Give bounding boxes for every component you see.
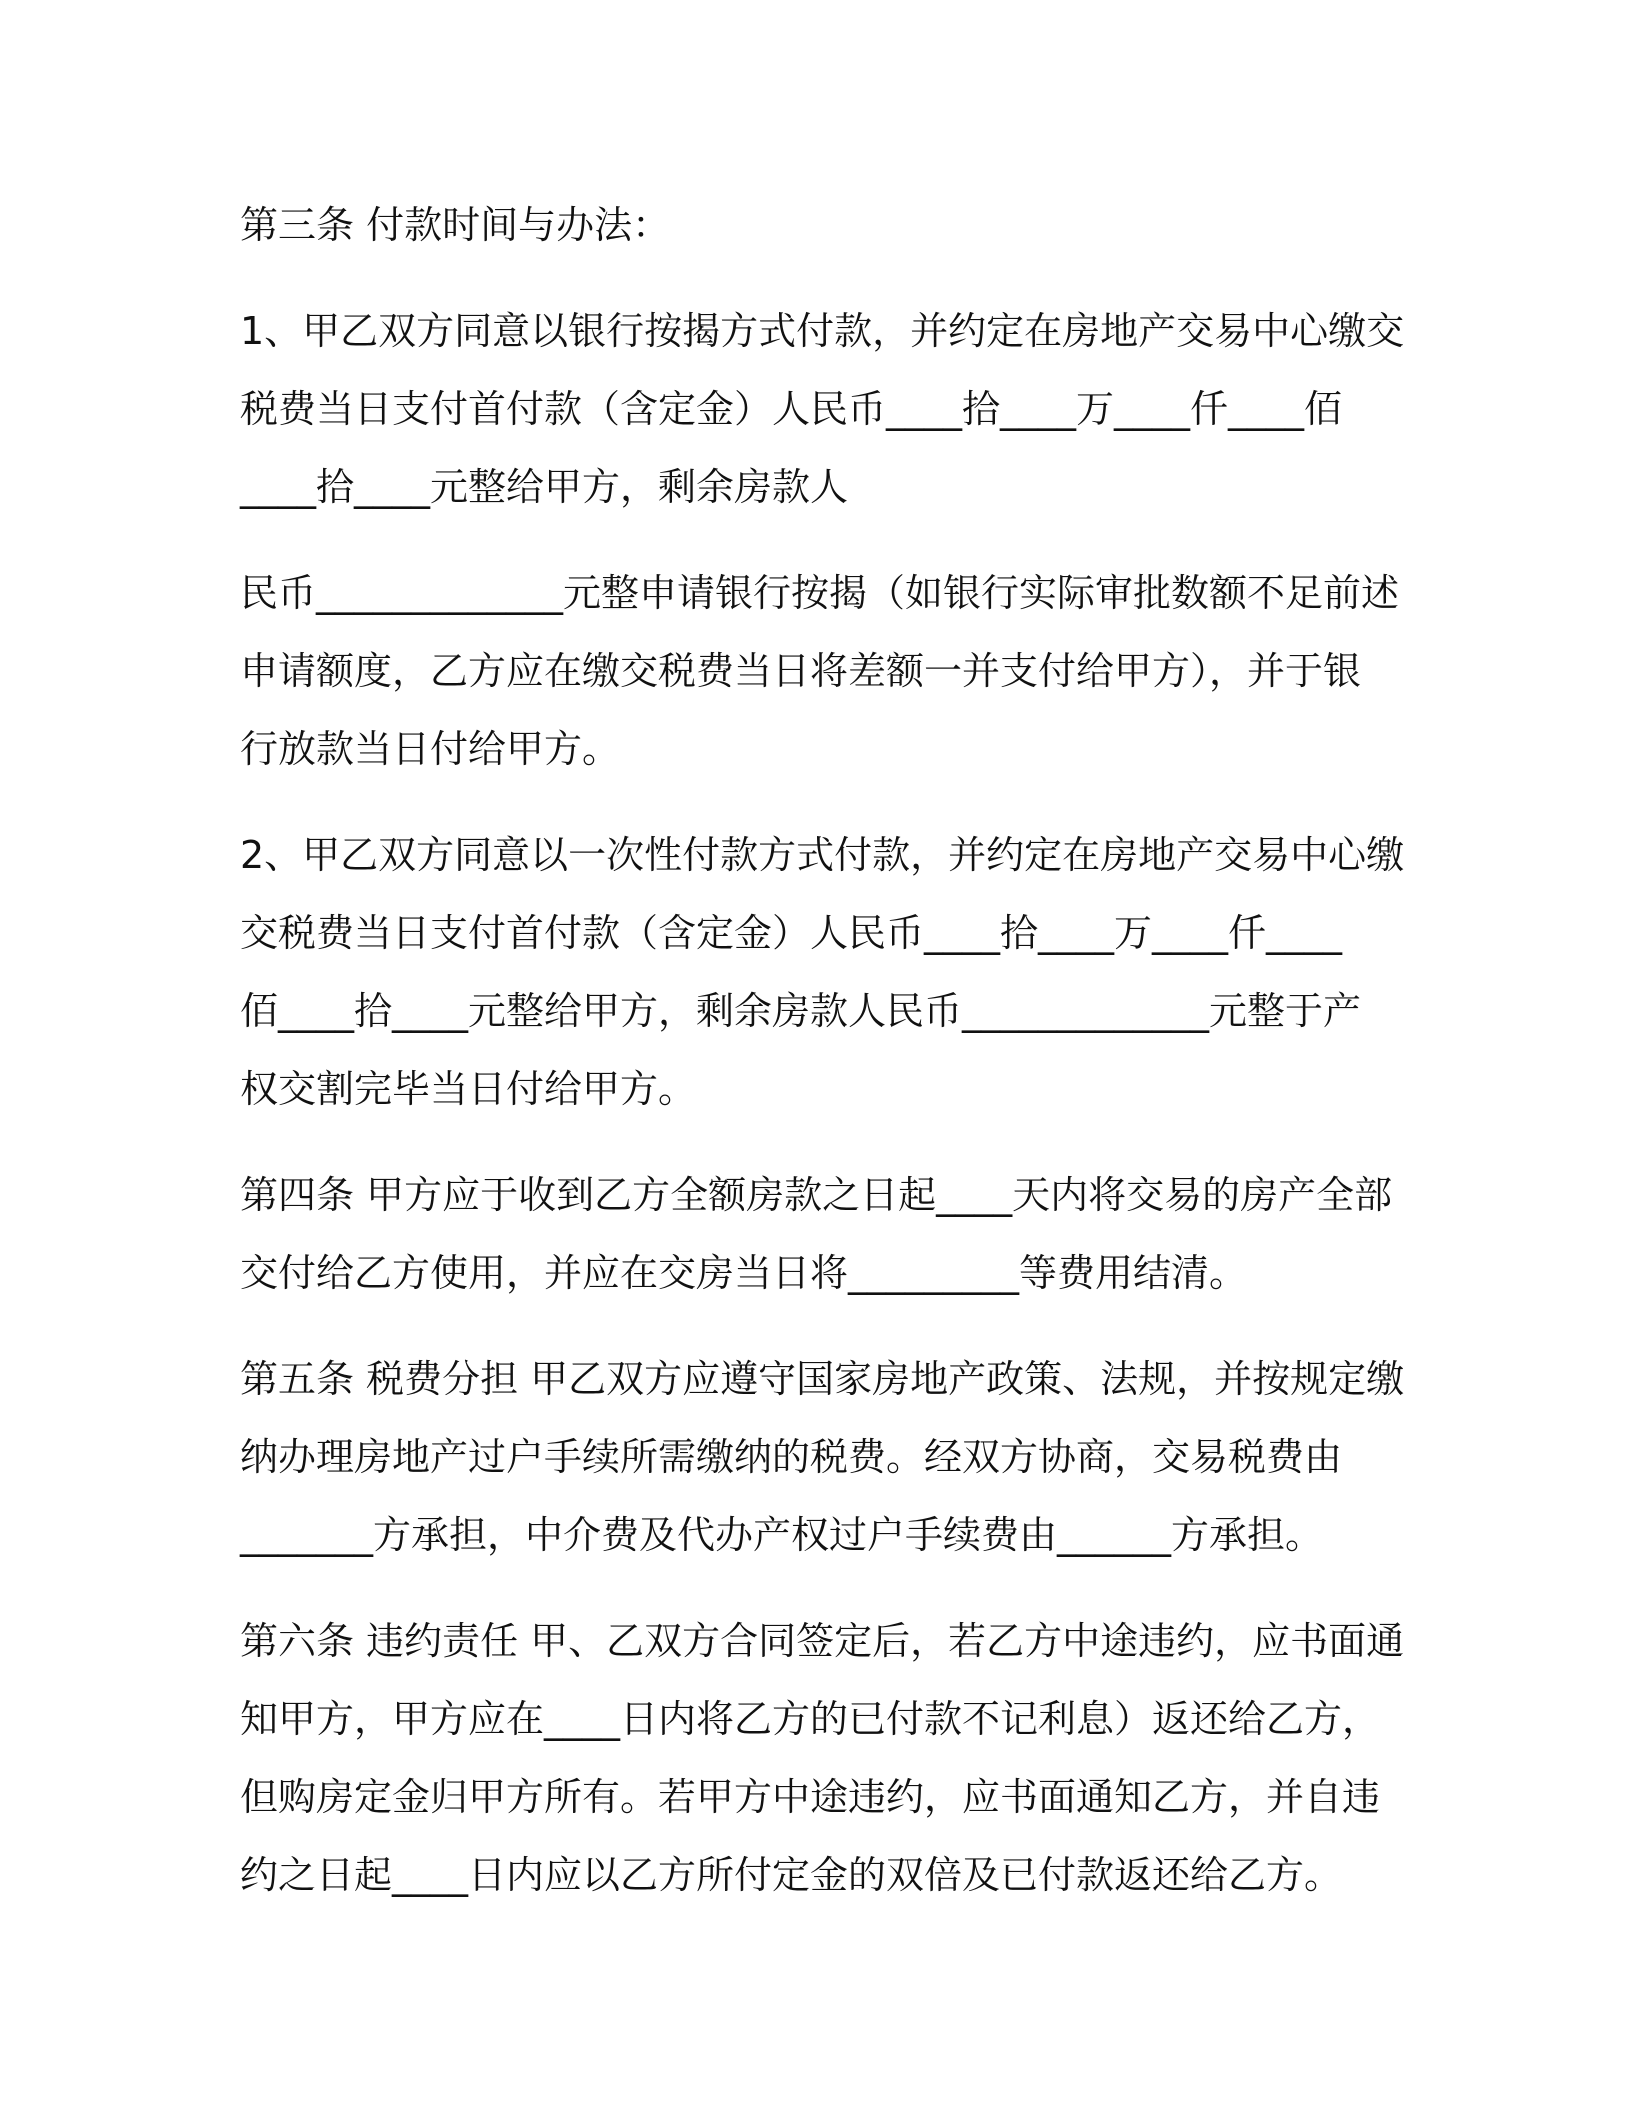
article-6 [240,1602,1405,1914]
text-line: _______方承担，中介费及代办产权过户手续费由______方承担。 [240,1513,1324,1557]
text-line: 知甲方，甲方应在____日内将乙方的已付款不记利息）返还给乙方， [240,1697,1381,1741]
text-line: 权交割完毕当日付给甲方。 [240,1067,697,1111]
text-line: 申请额度，乙方应在缴交税费当日将差额一并支付给甲方），并于银 [240,649,1362,693]
text-line: 约之日起____日内应以乙方所付定金的双倍及已付款返还给乙方。 [240,1853,1343,1897]
text-line: 民币_____________元整申请银行按揭（如银行实际审批数额不足前述 [240,571,1400,615]
text-line: 交税费当日支付首付款（含定金）人民币____拾____万____仟____ [240,911,1343,955]
text-line: 但购房定金归甲方所有。若甲方中途违约，应书面通知乙方，并自违 [240,1775,1381,1819]
text-line: 第五条 税费分担 甲乙双方应遵守国家房地产政策、法规，并按规定缴 [240,1357,1405,1401]
article-5 [240,1340,1405,1574]
text-line: ____拾____元整给甲方，剩余房款人 [240,465,849,509]
text-line: 第四条 甲方应于收到乙方全额房款之日起____天内将交易的房产全部 [240,1173,1393,1217]
clause-3-2 [240,816,1405,1128]
text-line: 税费当日支付首付款（含定金）人民币____拾____万____仟____佰 [240,387,1343,431]
clause-3-1 [240,292,1405,526]
document-body [240,186,1405,1914]
article-4 [240,1156,1400,1312]
text-line: 佰____拾____元整给甲方，剩余房款人民币_____________元整于产 [240,989,1362,1033]
text-line: 行放款当日付给甲方。 [240,727,621,771]
text-line: 第六条 违约责任 甲、乙双方合同签定后，若乙方中途违约，应书面通 [240,1619,1405,1663]
text-line: 交付给乙方使用，并应在交房当日将_________等费用结清。 [240,1251,1248,1295]
article-3-heading [240,186,1400,264]
text-line: 纳办理房地产过户手续所需缴纳的税费。经双方协商，交易税费由 [240,1435,1343,1479]
text-line: 2、甲乙双方同意以一次性付款方式付款，并约定在房地产交易中心缴 [240,833,1405,877]
text-line: 1、甲乙双方同意以银行按揭方式付款，并约定在房地产交易中心缴交 [240,309,1405,353]
clause-3-1-continued [240,554,1400,788]
text-line: 第三条 付款时间与办法： [240,203,671,247]
